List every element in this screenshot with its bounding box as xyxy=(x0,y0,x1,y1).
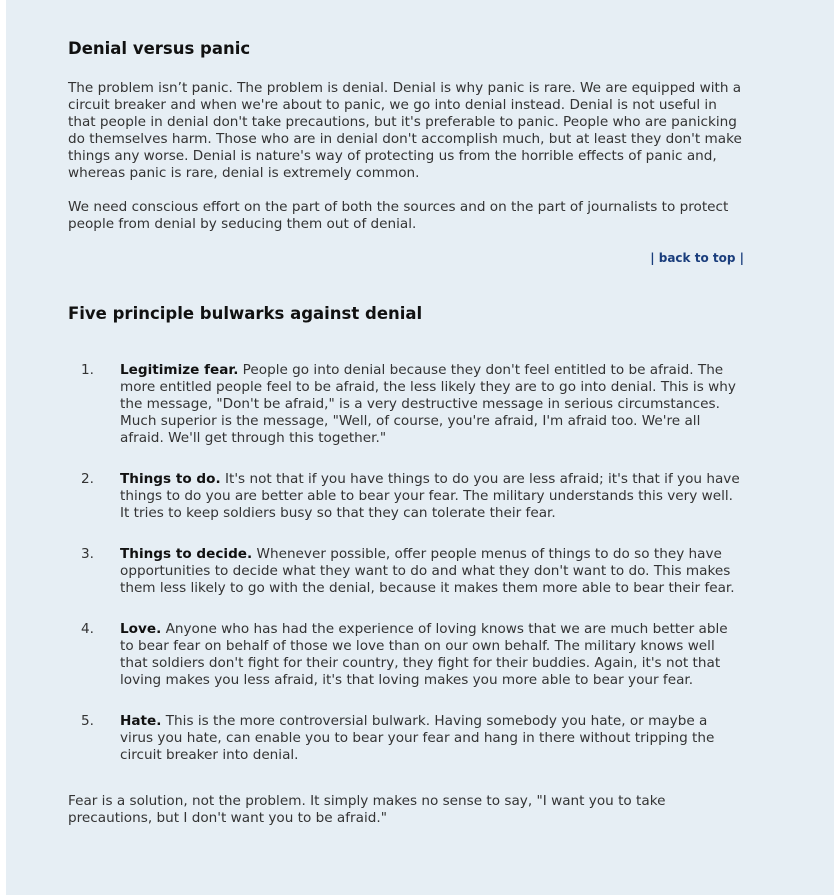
list-number: 5. xyxy=(81,713,94,729)
page-background xyxy=(6,0,834,895)
list-item-term: Hate. xyxy=(120,713,162,729)
list-item-text: This is the more controversial bulwark. Having somebody you hate, or maybe a virus you hate, can enable you to bear your fear and hang in there without tripping the circuit breaker into denial. xyxy=(120,713,715,763)
article-content xyxy=(68,38,744,827)
list-item-text: People go into denial because they don't feel entitled to be afraid. The more entitled people feel to be afraid, the less likely they are to go into denial. This is why the message, "Don't be afraid," is a very destructive message in serious circumstances. Much superior is the message, "Well, of course, you're afraid, I'm afraid too. We're all afraid. We'll get through this together." xyxy=(120,362,736,446)
list-number: 3. xyxy=(81,546,94,562)
list-item-term: Things to decide. xyxy=(120,546,253,562)
list-item-term: Things to do. xyxy=(120,471,221,487)
paragraph-closing: Fear is a solution, not the problem. It simply makes no sense to say, "I want you to take precautions, but I don't want you to be afraid." xyxy=(68,793,666,826)
list-item-text: Whenever possible, offer people menus of things to do so they have opportunities to decide what they want to do and what they don't want to do. This makes them less likely to go with the denial, because it makes them more able to bear their fear. xyxy=(120,546,735,596)
list-item xyxy=(68,621,744,689)
list-number: 2. xyxy=(81,471,94,487)
list-item-term: Legitimize fear. xyxy=(120,362,239,378)
list-item-term: Love. xyxy=(120,621,162,637)
list-item xyxy=(68,471,744,522)
list-number: 1. xyxy=(81,362,94,378)
bulwarks-list xyxy=(68,362,744,764)
back-to-top-link[interactable]: | back to top | xyxy=(650,251,744,265)
list-item-text: It's not that if you have things to do you are less afraid; it's that if you have things to do you are better able to bear your fear. The military understands this very well. It tries to keep soldiers busy so that they can tolerate their fear. xyxy=(120,471,740,521)
back-to-top-container xyxy=(68,250,744,267)
list-item xyxy=(68,362,744,447)
list-item xyxy=(68,713,744,764)
paragraph-denial-intro: The problem isn’t panic. The problem is denial. Denial is why panic is rare. We are equipped with a circuit breaker and when we're about to panic, we go into denial instead. Denial is not useful in that people in denial don't take precautions, but it's preferable to panic. People who are panicking do themselves harm. Those who are in denial don't accomplish much, but at least they don't make things any worse. Denial is nature's way of protecting us from the horrible effects of panic and, whereas panic is rare, denial is extremely common. xyxy=(68,80,742,181)
list-number: 4. xyxy=(81,621,94,637)
paragraph-conscious-effort: We need conscious effort on the part of both the sources and on the part of journalists to protect people from denial by seducing them out of denial. xyxy=(68,199,729,232)
section-heading-denial-versus-panic: Denial versus panic xyxy=(68,39,251,58)
list-item-text: Anyone who has had the experience of loving knows that we are much better able to bear fear on behalf of those we love than on our own behalf. The military knows well that soldiers don't fight for their country, they fight for their buddies. Again, it's not that loving makes you less afraid, it's that loving makes you more able to bear your fear. xyxy=(120,621,728,688)
list-item xyxy=(68,546,744,597)
section-heading-five-bulwarks: Five principle bulwarks against denial xyxy=(68,304,423,323)
